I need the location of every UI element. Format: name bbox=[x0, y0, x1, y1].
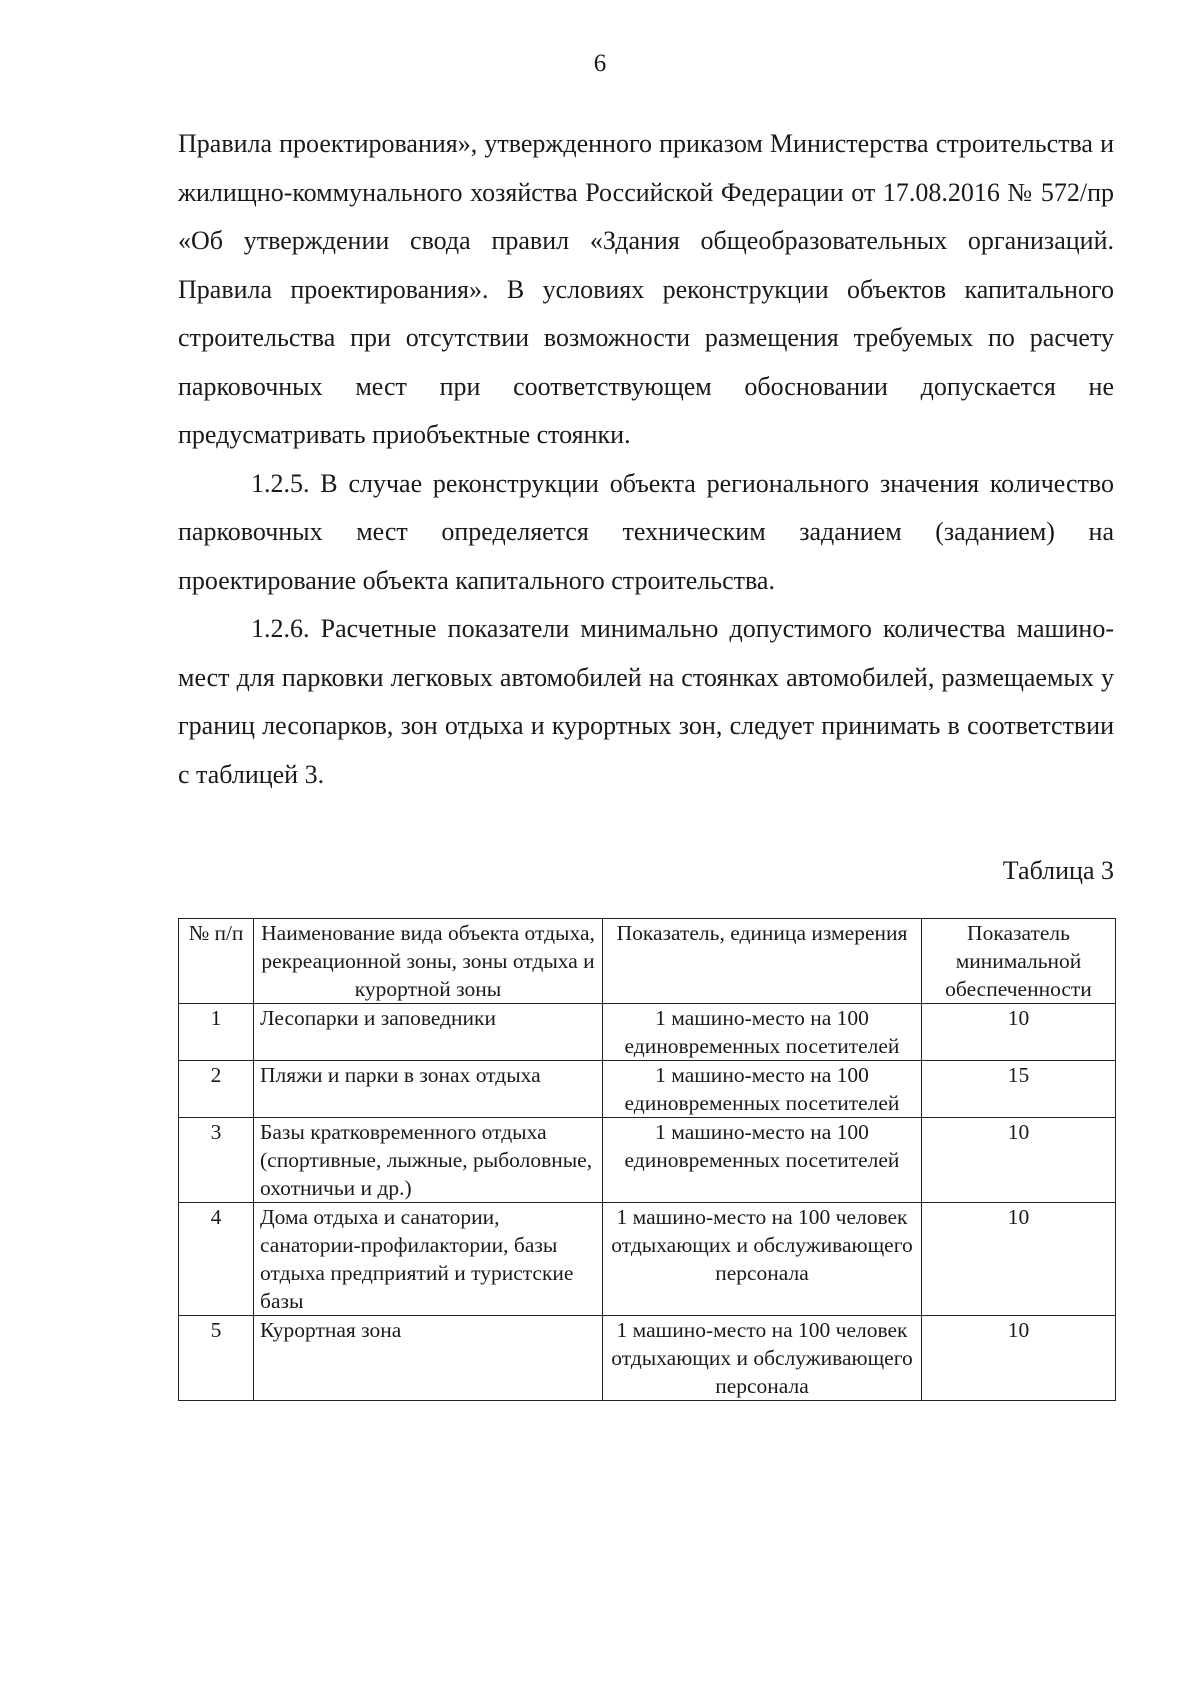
row-object-type: Пляжи и парки в зонах отдыха bbox=[254, 1061, 603, 1118]
header-indicator-unit: Показатель, единица измерения bbox=[603, 919, 922, 1004]
row-number: 4 bbox=[179, 1203, 254, 1316]
row-indicator-unit: 1 машино-место на 100 человек отдыхающих и обслуживающего персонала bbox=[603, 1203, 922, 1316]
row-object-type: Курортная зона bbox=[254, 1316, 603, 1401]
paragraph-1-2-6: 1.2.6. Расчетные показатели минимально допустимого количества машино-мест для парковки легковых автомобилей на стоянках автомобилей, размещаемых у границ лесопарков, зон отдыха и курортных зон, следует принимать в соответствии с таблицей 3. bbox=[178, 614, 1114, 789]
header-object-type: Наименование вида объекта отдыха, рекреационной зоны, зоны отдыха и курортной зоны bbox=[254, 919, 603, 1004]
body-text bbox=[178, 120, 1114, 799]
page-number: 6 bbox=[593, 50, 607, 77]
row-number: 2 bbox=[179, 1061, 254, 1118]
table-header-row bbox=[179, 919, 1116, 1004]
row-indicator-unit: 1 машино-место на 100 единовременных посетителей bbox=[603, 1061, 922, 1118]
row-min-provision: 15 bbox=[922, 1061, 1116, 1118]
row-min-provision: 10 bbox=[922, 1004, 1116, 1061]
row-indicator-unit: 1 машино-место на 100 единовременных посетителей bbox=[603, 1118, 922, 1203]
row-object-type: Базы кратковременного отдыха (спортивные, лыжные, рыболовные, охотничьи и др.) bbox=[254, 1118, 603, 1203]
parking-norms-table bbox=[178, 918, 1116, 1401]
row-indicator-unit: 1 машино-место на 100 человек отдыхающих и обслуживающего персонала bbox=[603, 1316, 922, 1401]
row-min-provision: 10 bbox=[922, 1316, 1116, 1401]
row-object-type: Дома отдыха и санатории, санатории-профилактории, базы отдыха предприятий и туристские базы bbox=[254, 1203, 603, 1316]
row-number: 5 bbox=[179, 1316, 254, 1401]
row-number: 3 bbox=[179, 1118, 254, 1203]
row-indicator-unit: 1 машино-место на 100 единовременных посетителей bbox=[603, 1004, 922, 1061]
paragraph-continuation: Правила проектирования», утвержденного приказом Министерства строительства и жилищно-коммунального хозяйства Российской Федерации от 17.08.2016 № 572/пр «Об утверждении свода правил «Здания общеобразовательных организаций. Правила проектирования». В условиях реконструкции объектов капитального строительства при отсутствии возможности размещения требуемых по расчету парковочных мест при соответствующем обосновании допускается не предусматривать приобъектные стоянки. bbox=[178, 129, 1114, 449]
row-min-provision: 10 bbox=[922, 1203, 1116, 1316]
table-row bbox=[179, 1316, 1116, 1401]
table-row bbox=[179, 1118, 1116, 1203]
row-min-provision: 10 bbox=[922, 1118, 1116, 1203]
paragraph-1-2-5: 1.2.5. В случае реконструкции объекта регионального значения количество парковочных мест определяется техническим заданием (заданием) на проектирование объекта капитального строительства. bbox=[178, 468, 1114, 595]
table-caption: Таблица 3 bbox=[1002, 856, 1114, 885]
row-object-type: Лесопарки и заповедники bbox=[254, 1004, 603, 1061]
header-number: № п/п bbox=[179, 919, 254, 1004]
header-min-provision: Показатель минимальной обеспеченности bbox=[922, 919, 1116, 1004]
table-row bbox=[179, 1061, 1116, 1118]
row-number: 1 bbox=[179, 1004, 254, 1061]
table-row bbox=[179, 1203, 1116, 1316]
table-row bbox=[179, 1004, 1116, 1061]
